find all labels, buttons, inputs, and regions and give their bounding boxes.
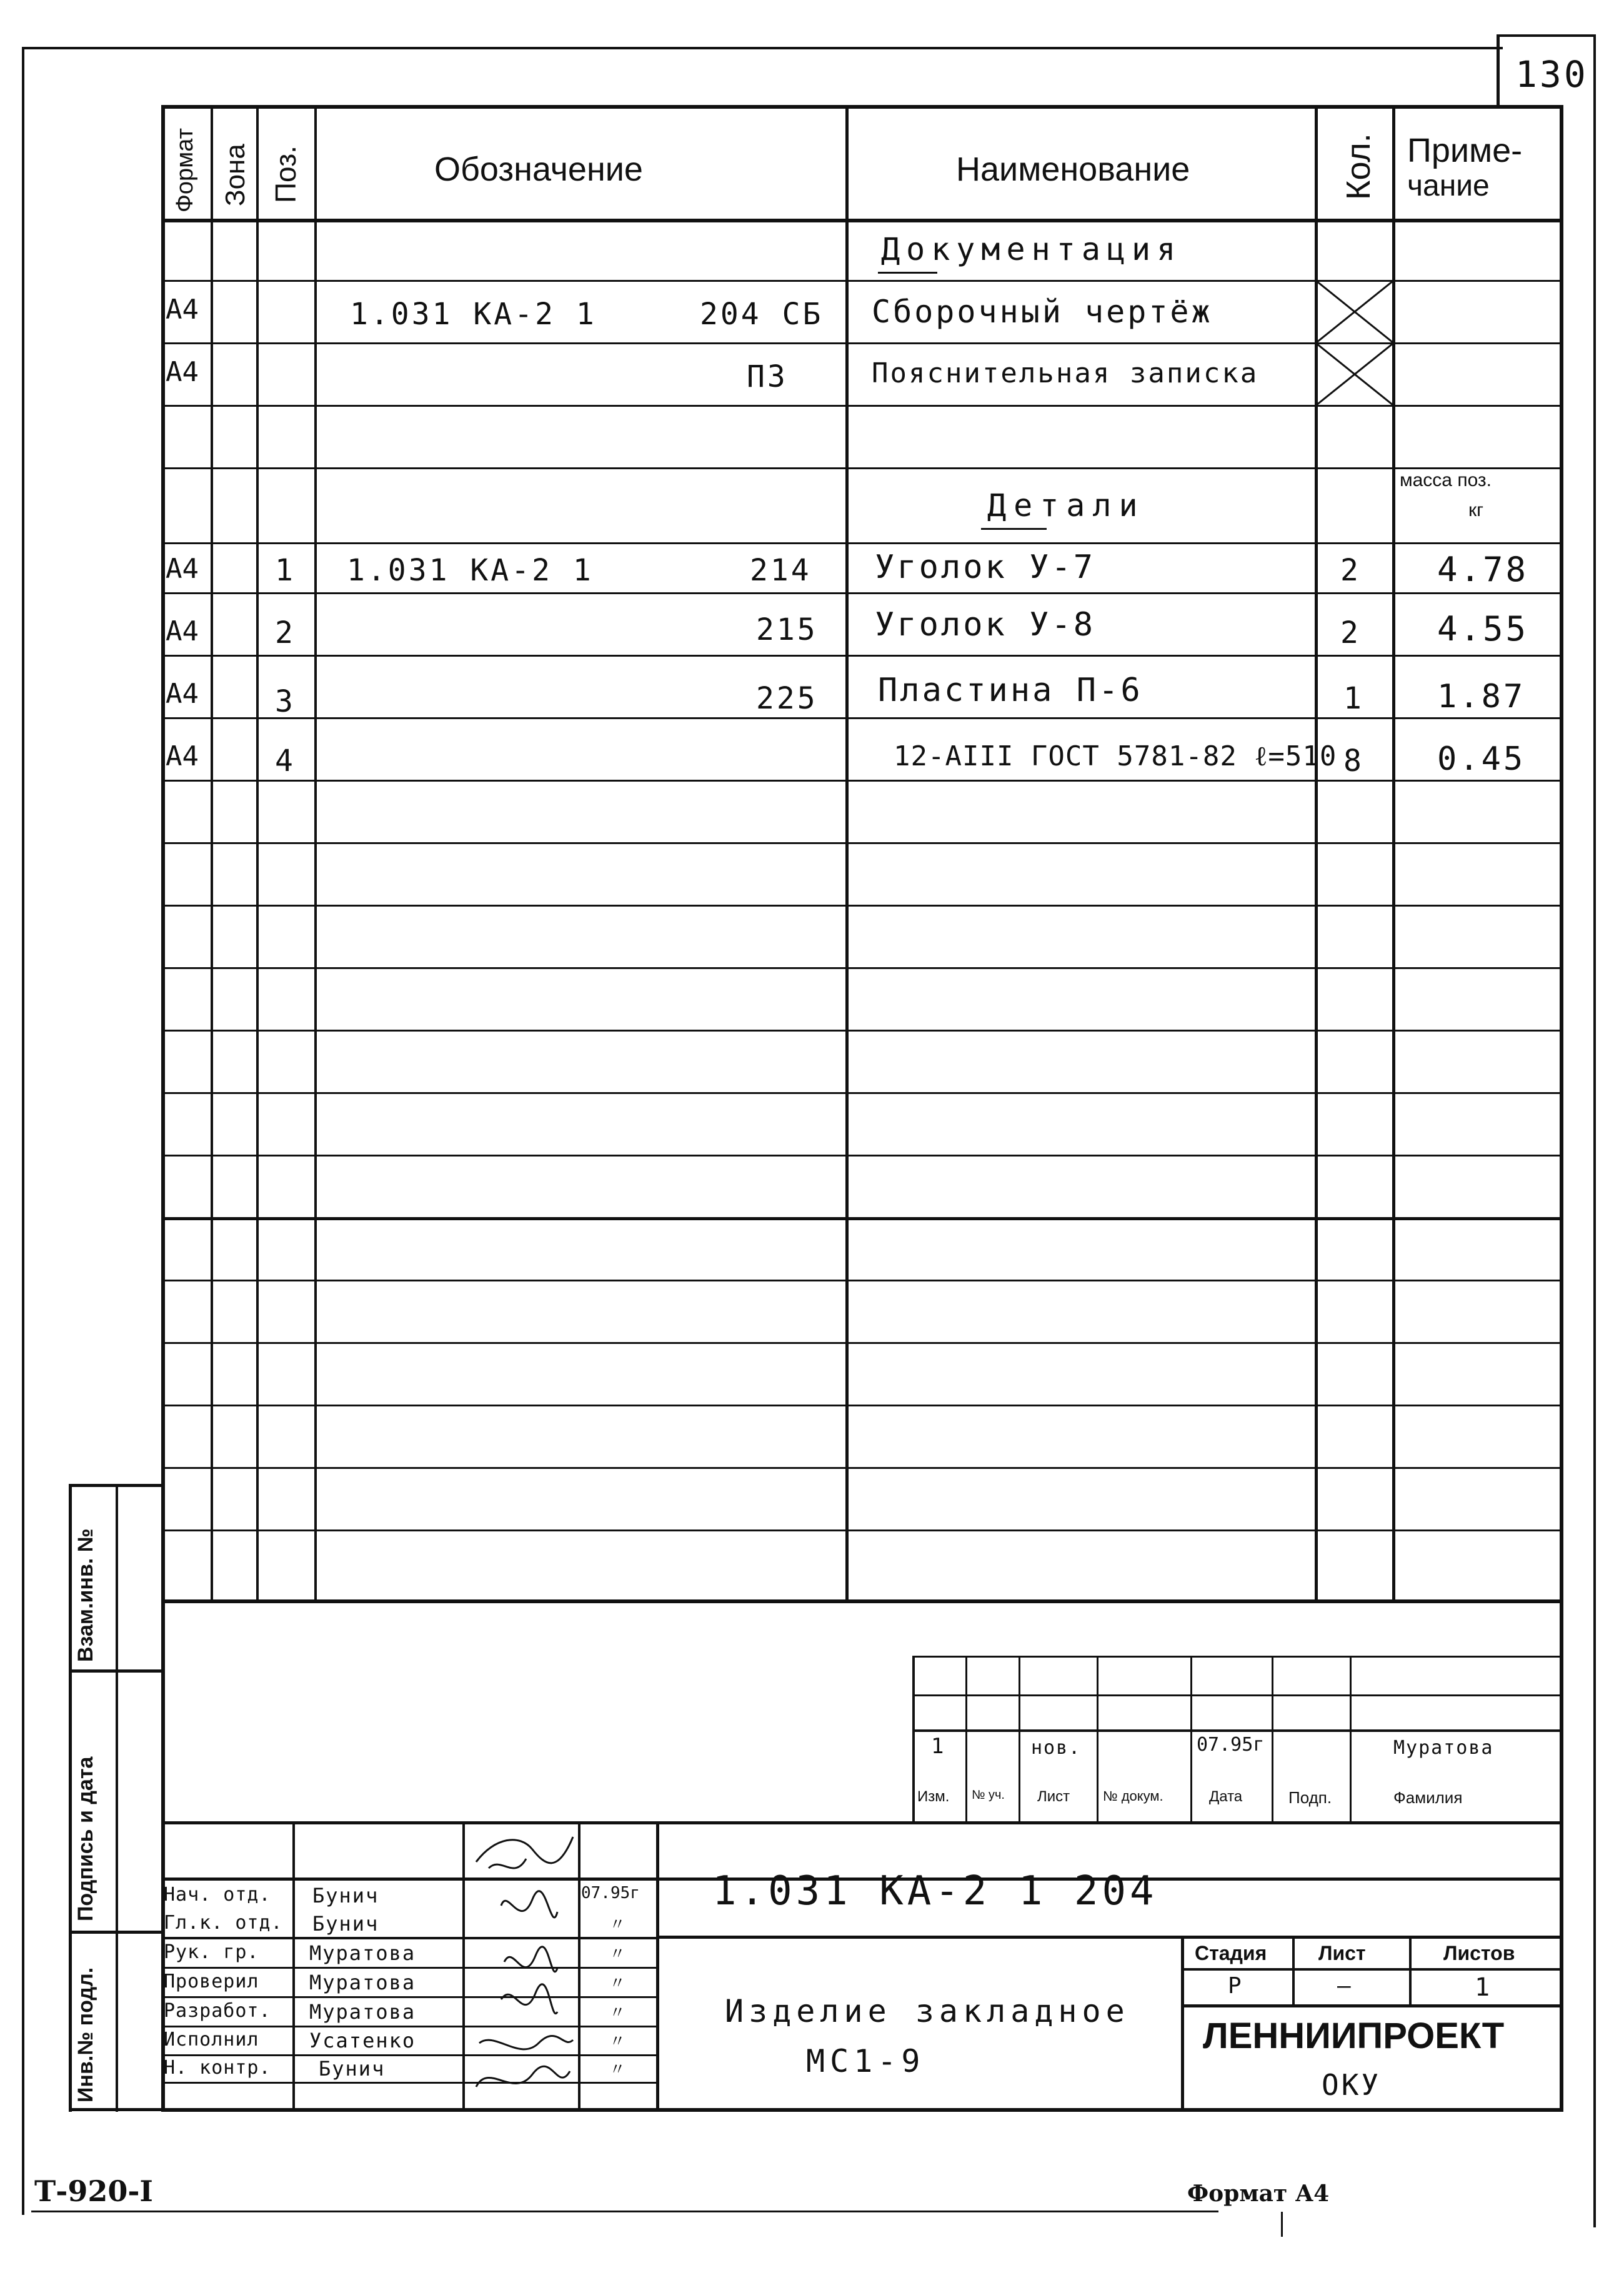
- revision-sheet: нов.: [1031, 1737, 1082, 1759]
- header-note-line1: Приме-: [1407, 132, 1523, 169]
- table-row-format: А4: [166, 678, 199, 710]
- sheet-value: —: [1337, 1973, 1352, 1999]
- signature-date: 〃: [609, 1945, 627, 1964]
- header-zone: Зона: [220, 144, 251, 206]
- signature-date: 〃: [609, 1974, 627, 1993]
- sheet-label: Лист: [1318, 1942, 1366, 1964]
- stage-label: Стадия: [1195, 1942, 1267, 1964]
- organization-name: ЛЕННИИПРОЕКТ: [1203, 2016, 1505, 2056]
- signature-date: 〃: [609, 2004, 627, 2022]
- table-row-pos: 3: [275, 684, 296, 719]
- header-pos: Поз.: [269, 146, 302, 203]
- signature-role: Разработ.: [164, 2000, 271, 2022]
- table-row-designation-code: 204 СБ: [700, 297, 824, 332]
- table-row-note: 0.45: [1437, 740, 1526, 778]
- table-row-format: А4: [166, 615, 199, 647]
- signature-name: Бунич: [319, 2057, 386, 2081]
- series-code: Т-920-I: [34, 2174, 153, 2208]
- table-row-format: А4: [166, 740, 199, 772]
- table-row-note: 1.87: [1437, 678, 1526, 715]
- signature-scribbles: [464, 1824, 577, 2109]
- title-designation: 1.031 КА-2 1 204: [712, 1868, 1158, 1914]
- page-number: 130: [1515, 53, 1588, 96]
- header-note-line2: чание: [1407, 169, 1490, 202]
- table-row-name: Сборочный чертёж: [872, 294, 1213, 330]
- table-row-format: А4: [166, 294, 199, 326]
- signature-date: 〃: [609, 2061, 627, 2079]
- signature-role: Исполнил: [164, 2029, 259, 2051]
- signature-role: Проверил: [164, 1971, 259, 1992]
- revision-change: 1: [931, 1734, 945, 1759]
- revision-label: Лист: [1037, 1788, 1070, 1805]
- header-name: Наименование: [956, 151, 1190, 188]
- signature-name: Муратова: [309, 1941, 416, 1965]
- mass-note-line2: кг: [1468, 500, 1484, 520]
- signature-date: 〃: [609, 1916, 627, 1934]
- signature-role: Н. контр.: [164, 2057, 271, 2079]
- table-row-format: А4: [166, 553, 199, 585]
- table-row-qty: 8: [1343, 744, 1364, 778]
- signature-name: Муратова: [309, 2000, 416, 2024]
- signature-date: 〃: [609, 2032, 627, 2051]
- table-row-designation-code: 214: [750, 553, 812, 588]
- signature-name: Усатенко: [309, 2029, 416, 2052]
- table-row-pos: 1: [275, 553, 296, 588]
- revision-label: № докум.: [1103, 1788, 1163, 1804]
- product-name-line2: МС1-9: [806, 2043, 925, 2079]
- table-row-qty: 2: [1340, 615, 1361, 650]
- label-interchange: Взам.инв. №: [74, 1528, 97, 1662]
- revision-date: 07.95г: [1197, 1734, 1265, 1756]
- revision-label: № уч.: [972, 1788, 1005, 1802]
- stage-value: Р: [1228, 1973, 1243, 1999]
- section-documentation: Документация: [881, 231, 1182, 267]
- sheet-format: Формат А4: [1187, 2181, 1330, 2207]
- table-row-note: 4.78: [1437, 550, 1529, 589]
- crossed-out-mark: [1317, 281, 1393, 342]
- table-row-designation-code: 215: [756, 612, 818, 647]
- section-details: Детали: [987, 487, 1145, 524]
- table-row-name: 12-АIII ГОСТ 5781-82 ℓ=510: [894, 740, 1337, 772]
- revision-label: Дата: [1209, 1788, 1243, 1805]
- signature-name: Бунич: [312, 1884, 379, 1907]
- header-designation: Обозначение: [434, 151, 643, 188]
- table-row-name: Уголок У-8: [875, 606, 1096, 644]
- revision-label: Изм.: [917, 1788, 950, 1805]
- table-row-note: 4.55: [1437, 609, 1529, 649]
- signature-name: Бунич: [312, 1912, 379, 1936]
- label-sign-date: Подпись и дата: [74, 1756, 97, 1921]
- revision-label: Фамилия: [1393, 1788, 1463, 1807]
- product-name-line1: Изделие закладное: [725, 1993, 1130, 2029]
- table-row-name: Пояснительная записка: [872, 357, 1259, 389]
- signature-role: Нач. отд.: [164, 1884, 271, 1906]
- mass-note-line1: масса поз.: [1400, 470, 1492, 490]
- department-name: ОКУ: [1322, 2068, 1382, 2102]
- table-row-pos: 2: [275, 615, 296, 650]
- label-inv-no: Инв.№ подл.: [74, 1967, 97, 2102]
- signature-role: Гл.к. отд.: [164, 1912, 283, 1934]
- signature-role: Рук. гр.: [164, 1941, 259, 1963]
- header-qty: Кол.: [1340, 133, 1377, 200]
- table-row-name: Пластина П-6: [878, 672, 1143, 709]
- table-row-qty: 1: [1343, 681, 1364, 716]
- signature-name: Муратова: [309, 1971, 416, 1994]
- table-row-pos: 4: [275, 744, 296, 778]
- signature-date: 07.95г: [581, 1884, 640, 1903]
- header-format: Формат: [172, 128, 198, 212]
- crossed-out-mark: [1317, 344, 1393, 405]
- sheets-value: 1: [1475, 1973, 1492, 2002]
- sheets-label: Листов: [1443, 1942, 1515, 1964]
- table-row-format: А4: [166, 356, 199, 388]
- table-row-designation-code: 225: [756, 681, 818, 716]
- table-row-designation-base: 1.031 КА-2 1: [350, 297, 597, 332]
- table-row-name: Уголок У-7: [875, 549, 1096, 586]
- table-row-qty: 2: [1340, 553, 1361, 588]
- revision-surname: Муратова: [1393, 1737, 1494, 1759]
- table-row-designation-code: ПЗ: [747, 359, 788, 394]
- revision-label: Подп.: [1288, 1788, 1332, 1807]
- table-row-designation-base: 1.031 КА-2 1: [347, 553, 594, 588]
